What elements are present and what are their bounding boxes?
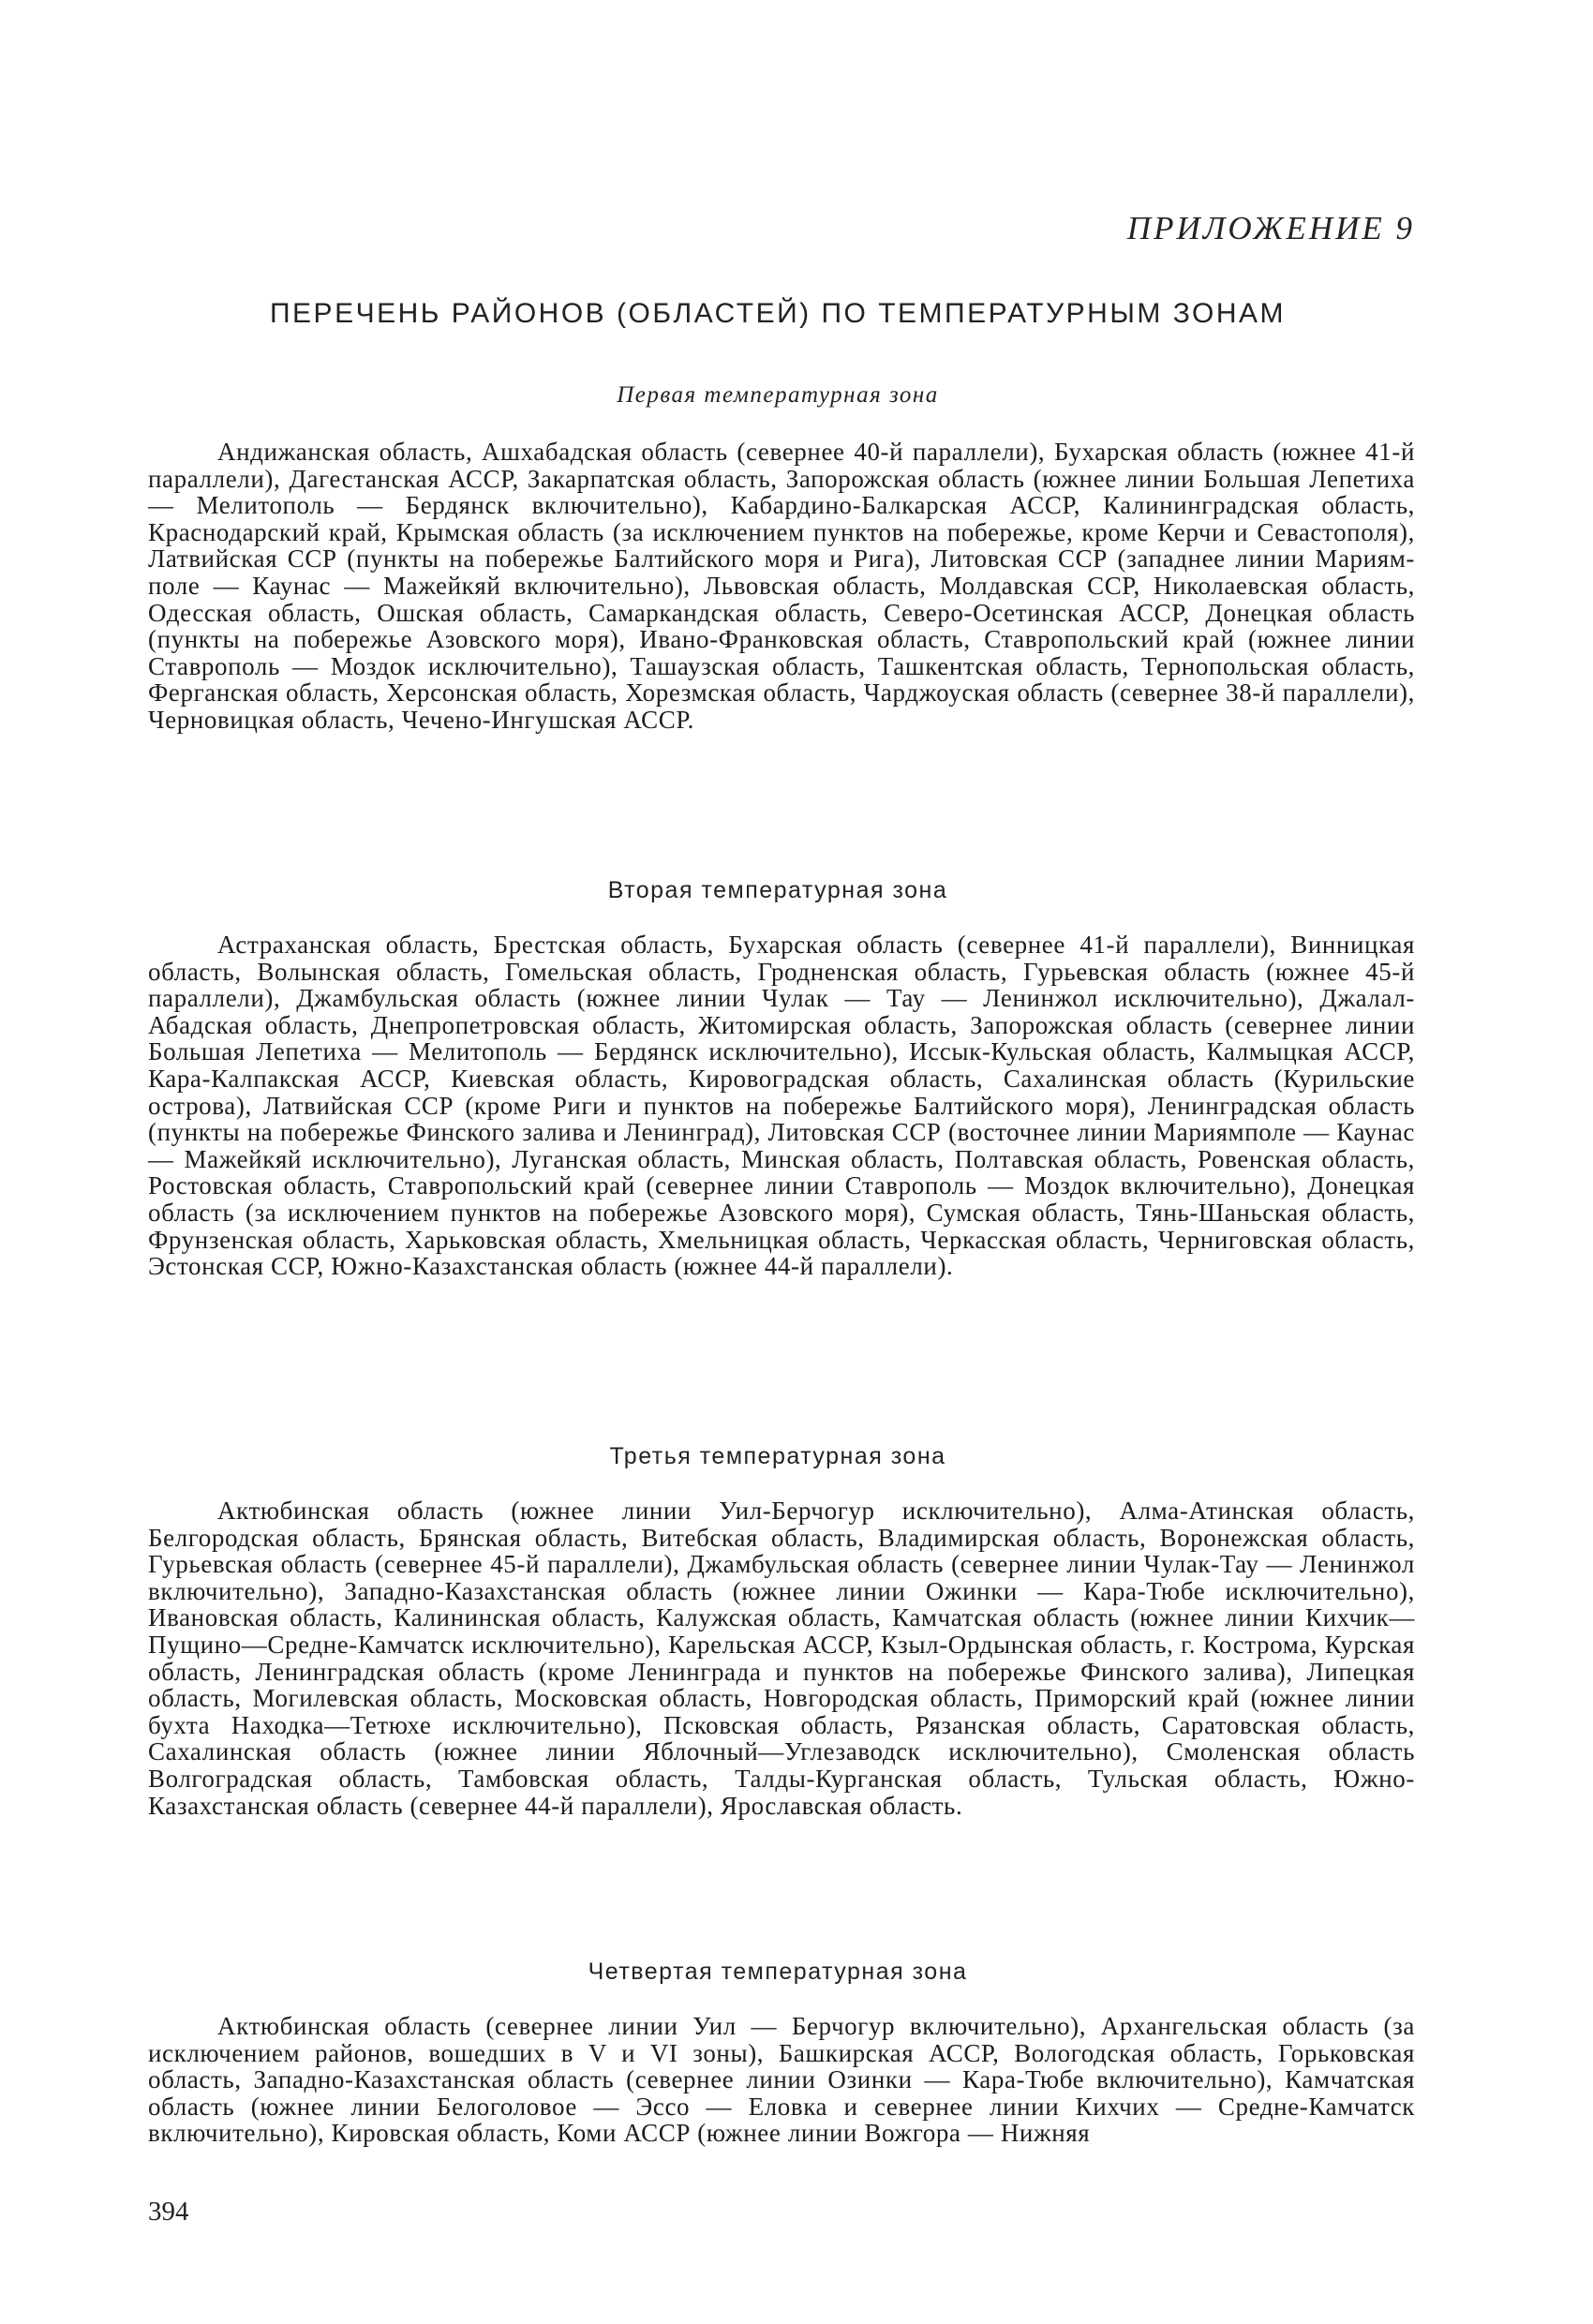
zone-3-heading: Третья температурная зона [609,1443,946,1469]
zone-4-paragraph: Актюбинская область (севернее линии Уил — Берчогур включительно), Архангельская область (за исключением районов, вошедших в V и VI зоны), Башкирская АССР, Вологодская область, Горьковская область, Западно-Казахстанская область (севернее линии Озинки — Кара-Тюбе включительно), Камчатская область (южнее линии Белоголовое — Эссо — Еловка и севернее линии Кихчих — Средне-Камчатск включительно), Кировская область, Коми АССР (южнее линии Вожгора — Нижняя [148,2012,1415,2148]
page-number: 394 [148,2197,189,2227]
zone-2-paragraph: Астраханская область, Брестская область, Бухарская область (севернее 41-й параллели), Винницкая область, Волынская область, Гомельская область, Гродненская область, Гурьевская область (южнее 45-й параллели), Джамбульская область (южнее линии Чулак — Тау — Ленинжол исключительно), Джалал-Абадская область, Днепропетровская область, Житомирская область, Запорожская область (севернее линии Большая Лепетиха — Мелитополь — Бердянск исключительно), Иссык-Кульская область, Калмыцкая АССР, Кара-Калпакская АССР, Киевская область, Кировоградская область, Сахалинская область (Курильские острова), Латвийская ССР (кроме Риги и пунктов на побережье Балтийского моря), Ленинградская область (пункты на побережье Финского залива и Ленинград), Литовская ССР (восточнее линии Мариямполе — Каунас — Мажейкяй исключительно), Луганская область, Минская область, Полтавская область, Ровенская область, Ростовская область, Ставропольский край (севернее линии Ставрополь — Моздок включительно), Донецкая область (за исключением пунктов на побережье Азовского моря), Сумская область, Тянь-Шаньская область, Фрунзенская область, Харьковская область, Хмельницкая область, Черкасская область, Черниговская область, Эстонская ССР, Южно-Казахстанская область (южнее 44-й параллели). [148,931,1415,1281]
zone-3-paragraph: Актюбинская область (южнее линии Уил-Берчогур исключительно), Алма-Атинская область, Белгородская область, Брянская область, Витебская область, Владимирская область, Воронежская область, Гурьевская область (севернее 45-й параллели), Джамбульская область (севернее линии Чулак-Тау — Ленинжол включительно), Западно-Казахстанская область (южнее линии Ожинки — Кара-Тюбе исключительно), Ивановская область, Калининская область, Калужская область, Камчатская область (южнее линии Кихчик—Пущино—Средне-Камчатск исключительно), Карельская АССР, Кзыл-Ордынская область, г. Кострома, Курская область, Ленинградская область (кроме Ленинграда и пунктов на побережье Финского залива), Липецкая область, Могилевская область, Московская область, Новгородская область, Приморский край (южнее линии бухта Находка—Тетюхе исключительно), Псковская область, Рязанская область, Саратовская область, Сахалинская область (южнее линии Яблочный—Углезаводск исключительно), Смоленская область Волгоградская область, Тамбовская область, Талды-Курганская область, Тульская область, Южно-Казахстанская область (севернее 44-й параллели), Ярославская область. [148,1497,1415,1820]
appendix-label: ПРИЛОЖЕНИЕ 9 [1126,210,1415,246]
zone-1-paragraph: Андижанская область, Ашхабадская область (севернее 40-й параллели), Бухарская область (южнее 41-й параллели), Дагестанская АССР, Закарпатская область, Запорожская область (южнее линии Большая Лепетиха — Мелитополь — Бердянск включительно), Кабардино-Балкарская АССР, Калининградская область, Краснодарский край, Крымская область (за исключением пунктов на побережье, кроме Керчи и Севастополя), Латвийская ССР (пункты на побережье Балтийского моря и Рига), Литовская ССР (западнее линии Мариям-поле — Каунас — Мажейкяй включительно), Львовская область, Молдавская ССР, Николаевская область, Одесская область, Ошская область, Самаркандская область, Северо-Осетинская АССР, Донецкая область (пункты на побережье Азовского моря), Ивано-Франковская область, Ставропольский край (южнее линии Ставрополь — Моздок исключительно), Ташаузская область, Ташкентская область, Тернопольская область, Ферганская область, Херсонская область, Хорезмская область, Чарджоуская область (севернее 38-й параллели), Черновицкая область, Чечено-Ингушская АССР. [148,438,1415,734]
zone-1-heading: Первая температурная зона [617,382,939,408]
zone-4-heading: Четвертая температурная зона [588,1959,968,1985]
zone-2-heading: Вторая температурная зона [607,877,948,903]
page-title: ПЕРЕЧЕНЬ РАЙОНОВ (ОБЛАСТЕЙ) ПО ТЕМПЕРАТУРНЫМ ЗОНАМ [269,298,1286,329]
